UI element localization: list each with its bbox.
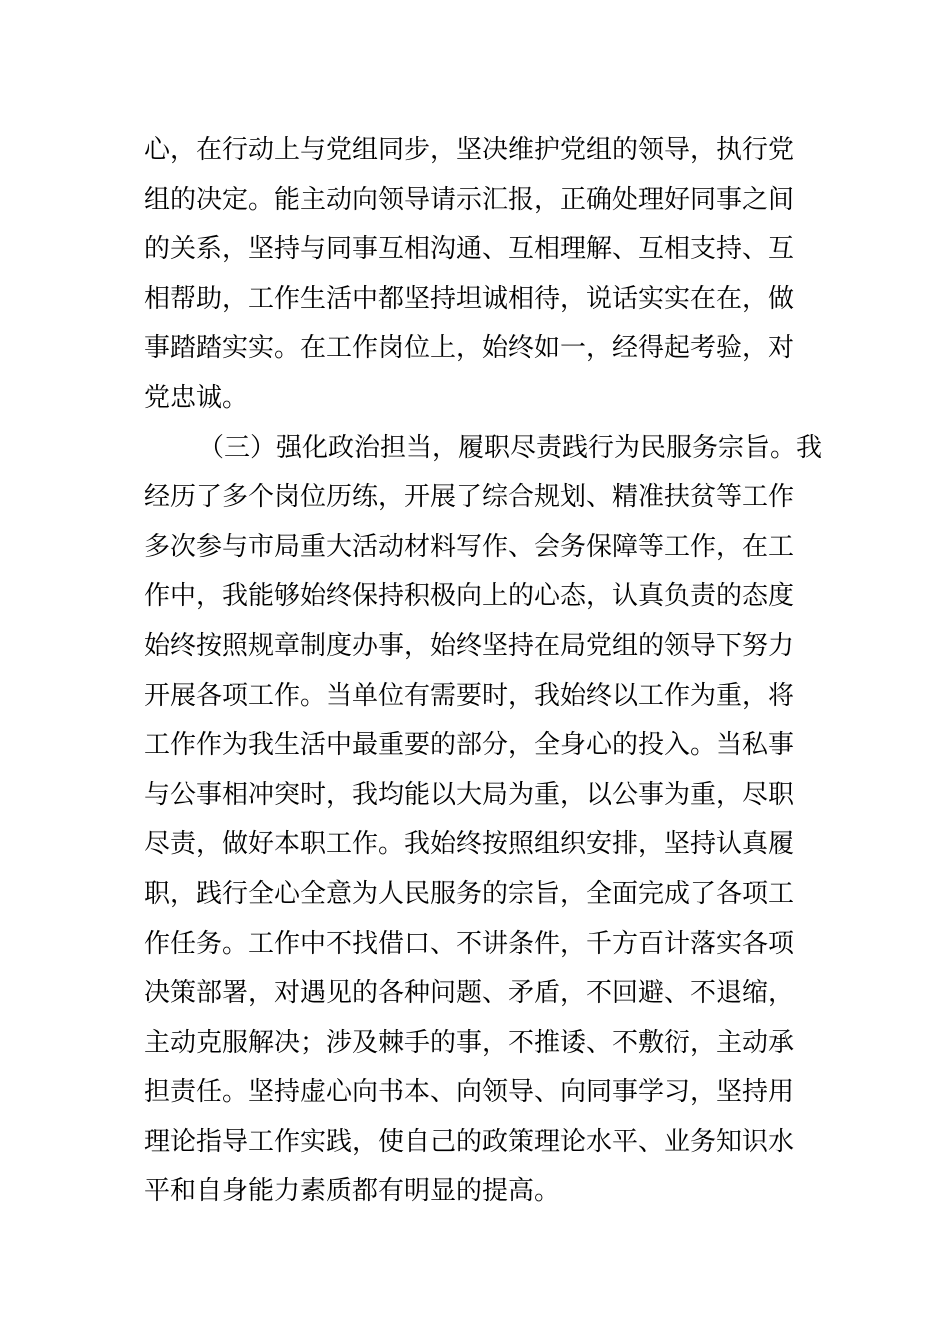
text-line: 始终按照规章制度办事，始终坚持在局党组的领导下努力 — [144, 630, 795, 661]
text-line: 开展各项工作。当单位有需要时，我始终以工作为重，将 — [144, 680, 795, 711]
text-line: 经历了多个岗位历练，开展了综合规划、精准扶贫等工作 — [144, 482, 795, 513]
text-line: （三）强化政治担当，履职尽责践行为民服务宗旨。我 — [198, 432, 823, 463]
paragraph-2 — [144, 424, 824, 1218]
document-body — [144, 126, 824, 1217]
text-line: 相帮助，工作生活中都坚持坦诚相待，说话实实在在，做 — [144, 283, 795, 314]
text-line: 心，在行动上与党组同步，坚决维护党组的领导，执行党 — [144, 135, 795, 165]
text-line: 多次参与市局重大活动材料写作、会务保障等工作，在工 — [144, 531, 795, 562]
text-line: 尽责，做好本职工作。我始终按照组织安排，坚持认真履 — [144, 829, 795, 860]
text-line: 组的决定。能主动向领导请示汇报，正确处理好同事之间 — [144, 184, 795, 215]
text-line: 与公事相冲突时，我均能以大局为重，以公事为重，尽职 — [144, 779, 795, 810]
text-line: 事踏踏实实。在工作岗位上，始终如一，经得起考验，对 — [144, 333, 795, 364]
text-line: 担责任。坚持虚心向书本、向领导、向同事学习，坚持用 — [144, 1077, 795, 1108]
text-line: 工作作为我生活中最重要的部分，全身心的投入。当私事 — [144, 730, 795, 761]
text-line: 作任务。工作中不找借口、不讲条件，千方百计落实各项 — [144, 928, 795, 959]
text-line: 主动克服解决；涉及棘手的事，不推诿、不敷衍，主动承 — [144, 1027, 795, 1058]
text-line: 职，践行全心全意为人民服务的宗旨，全面完成了各项工 — [144, 878, 795, 909]
text-line: 的关系，坚持与同事互相沟通、互相理解、互相支持、互 — [144, 234, 795, 265]
text-line: 党忠诚。 — [144, 382, 249, 413]
text-line: 作中，我能够始终保持积极向上的心态，认真负责的态度 — [144, 581, 795, 612]
text-line: 平和自身能力素质都有明显的提高。 — [144, 1176, 561, 1207]
paragraph-1 — [144, 126, 824, 424]
text-line: 决策部署，对遇见的各种问题、矛盾，不回避、不退缩， — [144, 978, 795, 1009]
text-line: 理论指导工作实践，使自己的政策理论水平、业务知识水 — [144, 1126, 795, 1157]
